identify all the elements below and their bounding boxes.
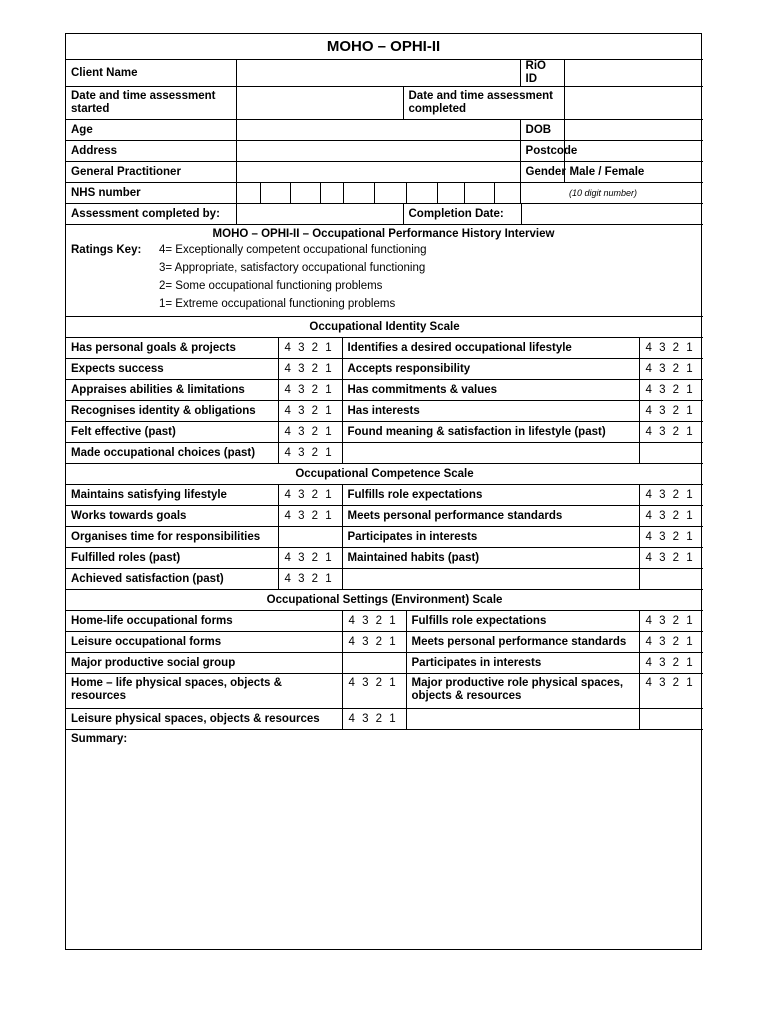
scale-item-label: Participates in interests (406, 653, 639, 674)
scale-item-label: Maintains satisfying lifestyle (66, 485, 278, 506)
nhs-digit-box[interactable] (374, 183, 406, 204)
scale-item-label: Meets personal performance standards (406, 632, 639, 653)
assessed-by-label: Assessment completed by: (66, 204, 236, 225)
scale-item-label: Achieved satisfaction (past) (66, 569, 278, 590)
scale-item-label: Meets personal performance standards (342, 506, 639, 527)
gender-value[interactable]: Male / Female (564, 162, 703, 183)
rating-key-item: 3= Appropriate, satisfactory occupational functioning (159, 262, 426, 274)
date-completed-label: Date and time assessment completed (403, 87, 564, 120)
rating-options[interactable]: 4 3 2 1 (639, 548, 703, 569)
nhs-digit-box[interactable] (464, 183, 494, 204)
ratings-heading: MOHO – OPHI-II – Occupational Performance History Interview (212, 228, 555, 240)
rating-options[interactable]: 4 3 2 1 (639, 401, 703, 422)
age-field[interactable] (236, 120, 520, 141)
rating-options[interactable]: 4 3 2 1 (639, 527, 703, 548)
client-name-label: Client Name (66, 60, 236, 87)
completion-date-field[interactable] (521, 204, 703, 225)
postcode-field[interactable] (564, 141, 703, 162)
ratings-key-cell (66, 225, 701, 317)
rating-options[interactable]: 4 3 2 1 (639, 674, 703, 709)
scale-item-label: Identifies a desired occupational lifestyle (342, 338, 639, 359)
nhs-spacer (520, 183, 564, 204)
rio-id-field[interactable] (564, 60, 703, 87)
date-started-field[interactable] (236, 87, 403, 120)
rating-options[interactable]: 4 3 2 1 (639, 506, 703, 527)
title-table (66, 34, 701, 60)
rating-options[interactable]: 4 3 2 1 (278, 443, 342, 464)
client-name-field[interactable] (236, 60, 520, 87)
identity-scale-heading: Occupational Identity Scale (66, 317, 703, 338)
rating-options[interactable]: 4 3 2 1 (278, 548, 342, 569)
rating-options[interactable]: 4 3 2 1 (278, 485, 342, 506)
dob-label: DOB (520, 120, 564, 141)
empty-cell (406, 709, 639, 730)
empty-cell (342, 569, 639, 590)
address-field[interactable] (236, 141, 520, 162)
identity-scale-table (66, 316, 703, 464)
scale-item-label: Has interests (342, 401, 639, 422)
rating-options[interactable]: 4 3 2 1 (278, 359, 342, 380)
scale-item-label: Recognises identity & obligations (66, 401, 278, 422)
empty-cell (639, 569, 703, 590)
nhs-number-table (66, 182, 703, 204)
rating-options[interactable]: 4 3 2 1 (639, 653, 703, 674)
client-details-table (66, 59, 703, 183)
rating-options[interactable]: 4 3 2 1 (278, 506, 342, 527)
scale-item-label: Has commitments & values (342, 380, 639, 401)
ratings-key-table (66, 224, 701, 317)
rating-key-item: 1= Extreme occupational functioning problems (159, 298, 396, 310)
rating-options[interactable]: 4 3 2 1 (639, 380, 703, 401)
scale-item-label: Felt effective (past) (66, 422, 278, 443)
nhs-number-label: NHS number (66, 183, 236, 204)
nhs-digit-box[interactable] (406, 183, 437, 204)
summary-table (66, 729, 701, 938)
scale-item-label: Made occupational choices (past) (66, 443, 278, 464)
assessed-by-field[interactable] (236, 204, 403, 225)
nhs-note: (10 digit number) (564, 183, 703, 204)
rating-options[interactable]: 4 3 2 1 (342, 632, 406, 653)
address-label: Address (66, 141, 236, 162)
settings-scale-table (66, 589, 703, 730)
nhs-digit-box[interactable] (343, 183, 374, 204)
ophi-form (65, 33, 702, 950)
scale-item-label: Leisure physical spaces, objects & resources (66, 709, 342, 730)
summary-label: Summary: (71, 733, 128, 745)
rating-options[interactable]: 4 3 2 1 (278, 401, 342, 422)
rio-id-label: RiO ID (520, 60, 564, 87)
summary-field[interactable] (66, 730, 701, 939)
completion-date-label: Completion Date: (403, 204, 521, 225)
postcode-label: Postcode (520, 141, 564, 162)
scale-item-label: Home – life physical spaces, objects & resources (66, 674, 342, 709)
empty-cell (639, 709, 703, 730)
gp-label: General Practitioner (66, 162, 236, 183)
scale-item-label: Leisure occupational forms (66, 632, 342, 653)
nhs-digit-box[interactable] (437, 183, 464, 204)
rating-options[interactable]: 4 3 2 1 (342, 674, 406, 709)
rating-options[interactable]: 4 3 2 1 (639, 338, 703, 359)
nhs-digit-box[interactable] (290, 183, 320, 204)
scale-item-label: Maintained habits (past) (342, 548, 639, 569)
competence-scale-heading: Occupational Competence Scale (66, 464, 703, 485)
date-started-label: Date and time assessment started (66, 87, 236, 120)
scale-item-label: Fulfilled roles (past) (66, 548, 278, 569)
rating-key-item: 2= Some occupational functioning problems (159, 280, 383, 292)
rating-options[interactable] (278, 527, 342, 548)
rating-options[interactable]: 4 3 2 1 (639, 632, 703, 653)
empty-cell (342, 443, 639, 464)
rating-options[interactable]: 4 3 2 1 (639, 422, 703, 443)
scale-item-label: Participates in interests (342, 527, 639, 548)
rating-options[interactable] (342, 653, 406, 674)
ratings-key-label: Ratings Key: (71, 244, 142, 256)
dob-field[interactable] (564, 120, 703, 141)
empty-cell (639, 443, 703, 464)
gender-label: Gender (520, 162, 564, 183)
scale-item-label: Works towards goals (66, 506, 278, 527)
rating-options[interactable]: 4 3 2 1 (278, 338, 342, 359)
nhs-digit-box[interactable] (236, 183, 260, 204)
rating-options[interactable]: 4 3 2 1 (278, 569, 342, 590)
scale-item-label: Major productive role physical spaces, objects & resources (406, 674, 639, 709)
scale-item-label: Major productive social group (66, 653, 342, 674)
assessor-table (66, 203, 703, 225)
scale-item-label: Fulfills role expectations (406, 611, 639, 632)
rating-options[interactable]: 4 3 2 1 (639, 611, 703, 632)
scale-item-label: Appraises abilities & limitations (66, 380, 278, 401)
scale-item-label: Fulfills role expectations (342, 485, 639, 506)
rating-options[interactable]: 4 3 2 1 (639, 485, 703, 506)
age-label: Age (66, 120, 236, 141)
nhs-digit-box[interactable] (320, 183, 343, 204)
nhs-digit-box[interactable] (494, 183, 520, 204)
form-title: MOHO – OPHI-II (66, 34, 701, 60)
scale-item-label: Expects success (66, 359, 278, 380)
rating-options[interactable]: 4 3 2 1 (639, 359, 703, 380)
rating-key-item: 4= Exceptionally competent occupational functioning (159, 244, 427, 256)
rating-options[interactable]: 4 3 2 1 (342, 611, 406, 632)
gp-field[interactable] (236, 162, 520, 183)
scale-item-label: Home-life occupational forms (66, 611, 342, 632)
rating-options[interactable]: 4 3 2 1 (278, 422, 342, 443)
nhs-digit-box[interactable] (260, 183, 290, 204)
scale-item-label: Organises time for responsibilities (66, 527, 278, 548)
settings-scale-heading: Occupational Settings (Environment) Scale (66, 590, 703, 611)
rating-options[interactable]: 4 3 2 1 (278, 380, 342, 401)
scale-item-label: Found meaning & satisfaction in lifestyle (past) (342, 422, 639, 443)
scale-item-label: Accepts responsibility (342, 359, 639, 380)
competence-scale-table (66, 463, 703, 590)
scale-item-label: Has personal goals & projects (66, 338, 278, 359)
date-completed-field[interactable] (564, 87, 703, 120)
rating-options[interactable]: 4 3 2 1 (342, 709, 406, 730)
